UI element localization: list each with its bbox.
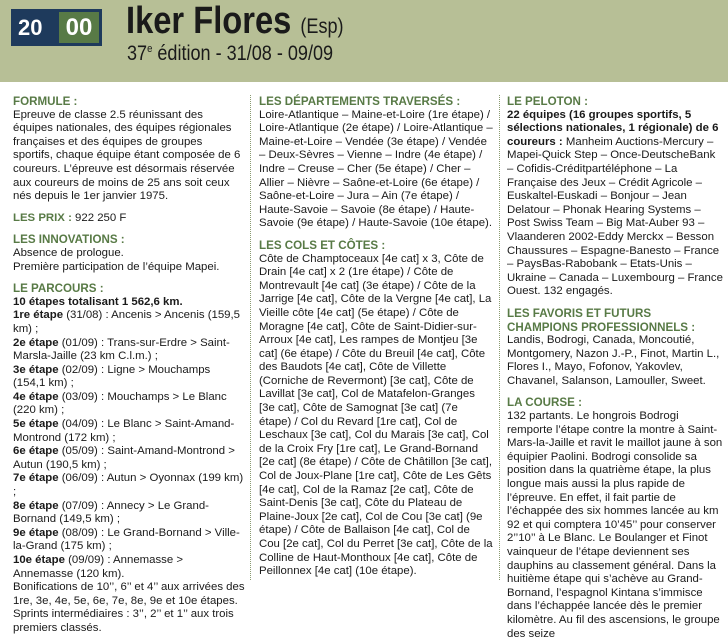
edition-dates: édition - 31/08 - 09/09 xyxy=(152,42,334,65)
winner-title xyxy=(126,0,344,43)
column-3 xyxy=(507,95,724,641)
cols-heading: LES COLS ET CÔTES : xyxy=(259,238,386,252)
prix-line xyxy=(13,212,245,226)
prix-value: 922 250 F xyxy=(71,211,127,224)
column-separator xyxy=(499,95,500,580)
column-separator xyxy=(250,95,251,580)
stage-line: 9e étape (08/09) : Le Grand-Bornand > Ville-la-Grand (175 km) ; xyxy=(13,526,240,553)
favoris-text: Landis, Bodrogi, Canada, Moncoutié, Montgomery, Nazon J.-P., Finot, Martin L., Flores I., Mayo, Fofonov, Yakovlev, Chavanel, Salanson, Lamouller, Sweet. xyxy=(507,334,720,387)
edition-sup: e xyxy=(147,43,153,55)
favoris-heading: LES FAVORIS ET FUTURS CHAMPIONS PROFESSIONNELS : xyxy=(507,306,696,334)
winner-country: (Esp) xyxy=(300,15,344,38)
bonifications-text: Bonifications de 10’’, 6’’ et 4’’ aux arrivées des 1re, 3e, 4e, 5e, 6e, 7e, 8e, 9e et 10e étapes. xyxy=(13,581,245,607)
edition-number: 37 xyxy=(127,42,148,65)
parcours-heading: LE PARCOURS : xyxy=(13,282,104,296)
course-heading: LA COURSE : xyxy=(507,396,582,410)
column-2 xyxy=(259,95,493,579)
innovations-heading: LES INNOVATIONS : xyxy=(13,233,125,247)
departements-text: Loire-Atlantique – Maine-et-Loire (1re étape) / Loire-Atlantique (2e étape) / Loire-Atlantique – Maine-et-Loire – Vendée (3e étape) / Vendée – Deux-Sèvres – Vienne – Indre (4e étape) / Indre – Creuse – Cher (5e étape) / Cher – Allier – Nièvre – Saône-et-Loire (6e étape) / Saône-et-Loire – Jura – Ain (7e étape) / Haute-Savoie – Savoie (8e étape) / Haute-Savoie (9e étape) / Haute-Savoie (10e étape). xyxy=(259,108,493,230)
prix-heading: LES PRIX : xyxy=(13,211,72,224)
year-badge-right: 00 xyxy=(59,12,99,43)
innovation-line: Absence de prologue. xyxy=(13,246,124,259)
stage-line: 10e étape (09/09) : Annemasse > Annemasse (120 km). xyxy=(13,554,184,580)
departements-heading: LES DÉPARTEMENTS TRAVERSÉS : xyxy=(259,95,461,108)
stage-line: 8e étape (07/09) : Annecy > Le Grand-Bornand (149,5 km) ; xyxy=(13,499,209,526)
year-badge-left: 20 xyxy=(18,14,43,40)
peloton-text xyxy=(507,109,724,299)
peloton-heading: LE PELOTON : xyxy=(507,95,588,108)
parcours-total: 10 étapes totalisant 1 562,6 km. xyxy=(13,295,183,308)
course-text: 132 partants. Le hongrois Bodrogi remporte l’étape contre la montre à Saint-Mars-la-Jaille et ravit le maillot jaune à son équipier Paolini. Bodrogi consolide sa position dans la quatrième étape, la plus longue mais aussi la plus rapide de l’épreuve. En effet, il fait partie de l’échappée des six hommes lancée au km 92 et qui comptera 10’45’’ pour conserver 2’’10’’ à Le Blanc. Le Boulanger et Finot vainqueur de l’étape deviennent ses dauphins au classement général. Dans la huitième étape qui s’achève au Grand-Bornand, l’espagnol Kintana s’immisce dans l’échappée lancée dès le premier kilomètre. Au fil des ascensions, le groupe des seize xyxy=(507,410,723,640)
winner-name: Iker Flores xyxy=(126,0,292,42)
peloton-teams: Manheim Auctions-Mercury – Mapei-Quick Step – Once-DeutscheBank – Cofidis-Créditpartéléphone – La Française des Jeux – Crédit Agricole – Euskaltel-Euskadi – Bonjour – Jean Delatour – Phonak Hearing Systems – Post Swiss Team – Big Mat-Auber 93 – Vlaanderen 2002-Eddy Merckx – Besson Chaussures – Espagne-Banesto – France – PaysBas-Rabobank – Etats-Unis – Ukraine – Canada – Luxembourg – France Ouest. 132 engagés. xyxy=(507,135,723,298)
stage-line: 6e étape (05/09) : Saint-Amand-Montrond > Autun (190,5 km) ; xyxy=(13,445,235,471)
stage-line: 1re étape (31/08) : Ancenis > Ancenis (159,5 km) ; xyxy=(13,309,241,335)
stage-line: 5e étape (04/09) : Le Blanc > Saint-Amand-Montrond (172 km) ; xyxy=(13,418,235,444)
sprints-text: Sprints intermédiaires : 3’’, 2’’ et 1’’ aux trois premiers classés. xyxy=(13,608,234,634)
peloton-summary: 22 équipes (16 groupes sportifs, 5 sélections nationales, 1 régionale) de 6 coureurs : xyxy=(507,108,719,148)
cols-text: Côte de Champtoceaux [4e cat] x 3, Côte de Drain [4e cat] x 2 (1re étape) / Côte de Montrevault [4e cat] (3e étape) / Côte de la Jarrige [4e cat], Côte de la Vergne [4e cat], La Vieille côte [4e cat] (5e étape) / Côte de Moragne [4e cat], Côte de Saint-Didier-sur-Arroux [4e cat], Les rampes de Montjeu [3e cat] (6e étape) / Côte du Breuil [4e cat], Côte des Baudots [4e cat], Côte de Villette (Corniche de Revermont) [3e cat], Côte de Lavillat [3e cat], Col de Matafelon-Granges [3e cat], Côte de Samognat [3e cat] (7e étape) / Col du Revard [1re cat], Col de Leschaux [3e cat], Col du Marais [3e cat], Col de la Croix Fry [1re cat], Le Grand-Bornand [2e cat] (8e étape) / Côte de Châtillon [3e cat], Col de Joux-Plane [1re cat], Côte de Les Gêts [4e cat], Col de la Ramaz [2e cat], Côte de Saint-Denis [3e cat], Côte du Plateau de Plaine-Joux [2e cat], Col de Cou [3e cat] (9e étape) / Côte de Ballaison [4e cat], Col de Cou [2e cat], Col du Perret [3e cat], Côte de la Colline de Haut-Monthoux [4e cat], Côte de Peillonnex [4e cat] (10e étape). xyxy=(259,252,493,578)
stage-line: 7e étape (06/09) : Autun > Oyonnax (199 km) ; xyxy=(13,472,244,499)
edition-subtitle xyxy=(127,42,333,66)
year-badge xyxy=(11,9,102,46)
stage-line: 4e étape (03/09) : Mouchamps > Le Blanc (220 km) ; xyxy=(13,390,227,417)
column-1 xyxy=(13,95,245,636)
stage-line: 2e étape (01/09) : Trans-sur-Erdre > Saint-Marsla-Jaille (23 km C.l.m.) ; xyxy=(13,336,230,363)
stage-line: 3e étape (02/09) : Ligne > Mouchamps (154,1 km) ; xyxy=(13,363,211,390)
formule-heading: FORMULE : xyxy=(13,95,78,108)
innovation-line: Première participation de l’équipe Mapei. xyxy=(13,260,220,273)
header-band xyxy=(0,0,728,82)
formule-text: Epreuve de classe 2.5 réunissant des équipes nationales, des équipes régionales françaises et des équipes de groupes sportifs, chaque équipe étant composée de 6 coureurs. L’épreuve est désormais réservée aux coureurs de moins de 25 ans soit ceux nés depuis le 1er janvier 1975. xyxy=(13,108,241,203)
